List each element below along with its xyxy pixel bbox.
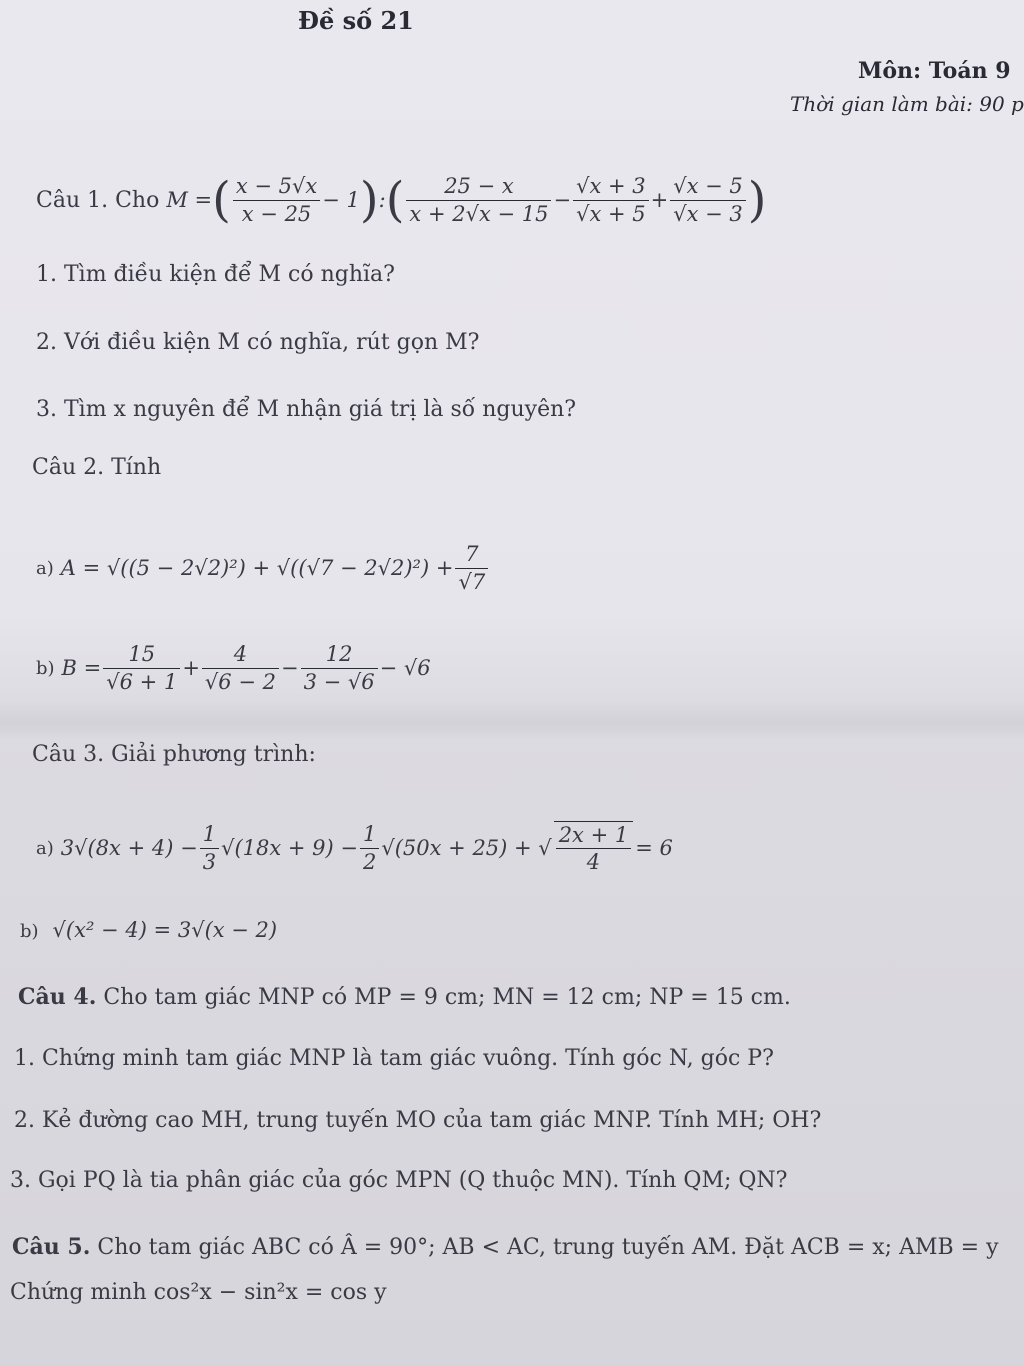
q1-item-2: 2. Với điều kiện M có nghĩa, rút gọn M? <box>36 330 480 355</box>
q1-open-paren-2: ( <box>385 172 405 228</box>
q2-b-frac3-num: 12 <box>301 641 378 668</box>
q3-a <box>36 808 673 888</box>
q3-a-frac3-num: 2x + 1 <box>556 822 632 849</box>
q1-frac3-num: √x + 3 <box>573 173 649 200</box>
q1-divide: : <box>378 188 386 212</box>
q5-label: Câu 5. <box>12 1234 91 1260</box>
q3-a-rhs: = 6 <box>635 836 673 860</box>
q3-a-frac1-num: 1 <box>200 821 219 848</box>
exam-title: Đề số 21 <box>298 6 414 35</box>
q1-frac1-num: x − 5√x <box>233 173 320 200</box>
q3-a-term3: √(50x + 25) + √ <box>381 836 552 860</box>
q2-b-lhs: B = <box>61 656 102 680</box>
q1-close-paren-2: ) <box>747 172 767 228</box>
q3-a-term1: 3√(8x + 4) − <box>60 836 198 860</box>
q3-a-frac2 <box>360 821 379 875</box>
q1-frac3 <box>573 173 649 227</box>
q1-minus: − <box>553 188 572 212</box>
q2-a-prefix: a) <box>36 557 54 579</box>
q3-b-expr: √(x² − 4) = 3√(x − 2) <box>52 918 278 942</box>
q2-b-prefix: b) <box>36 657 55 679</box>
q5-line2: Chứng minh cos²x − sin²x = cos y <box>10 1280 387 1305</box>
q2-b-frac2-den: √6 − 2 <box>204 669 276 694</box>
q2-a-frac-den: √7 <box>458 569 486 594</box>
q1-frac4-num: √x − 5 <box>670 173 746 200</box>
q2-b-plus: + <box>182 656 200 680</box>
q2-a <box>36 528 490 608</box>
q1-item-1: 1. Tìm điều kiện để M có nghĩa? <box>36 262 395 287</box>
q3-a-term2: √(18x + 9) − <box>221 836 358 860</box>
q4-intro: Cho tam giác MNP có MP = 9 cm; MN = 12 cm; NP = 15 cm. <box>103 985 791 1010</box>
q2-b <box>36 628 431 708</box>
q2-b-frac2 <box>202 641 279 695</box>
q3-a-frac3 <box>554 821 634 876</box>
q1-frac2-num: 25 − x <box>406 173 551 200</box>
q4-item-1: 1. Chứng minh tam giác MNP là tam giác vuông. Tính góc N, góc P? <box>14 1046 774 1071</box>
q2-b-frac1 <box>103 641 180 695</box>
q2-a-frac <box>455 541 488 595</box>
q3-a-frac2-num: 1 <box>360 821 379 848</box>
time-label: Thời gian làm bài: 90 p <box>790 92 1024 116</box>
q2-b-frac3 <box>301 641 378 695</box>
q1-statement <box>36 150 767 250</box>
q2-b-tail: − √6 <box>379 656 431 680</box>
q4-item-3: 3. Gọi PQ là tia phân giác của góc MPN (Q thuộc MN). Tính QM; QN? <box>10 1168 788 1193</box>
q1-open-paren: ( <box>212 172 231 228</box>
q1-frac1 <box>233 173 320 227</box>
q2-b-frac2-num: 4 <box>202 641 279 668</box>
q2-a-frac-num: 7 <box>455 541 488 568</box>
q1-frac4 <box>670 173 746 227</box>
subject-label: Môn: Toán 9 <box>858 58 1011 84</box>
q3-a-frac1 <box>200 821 219 875</box>
q4-statement <box>18 984 791 1010</box>
q2-label: Câu 2. Tính <box>32 455 162 480</box>
q2-b-minus: − <box>280 656 299 680</box>
q1-label: Câu 1. Cho <box>36 187 160 213</box>
q2-a-expr: A = √((5 − 2√2)²) + √((√7 − 2√2)²) + <box>60 556 454 580</box>
q3-label: Câu 3. Giải phương trình: <box>32 742 316 767</box>
q3-b <box>20 918 277 943</box>
q3-a-frac3-den: 4 <box>586 850 601 874</box>
q3-b-prefix: b) <box>20 921 39 942</box>
q2-b-frac3-den: 3 − √6 <box>303 669 375 694</box>
q1-frac4-den: √x − 3 <box>673 201 743 226</box>
q5-statement <box>12 1234 999 1260</box>
q2-b-frac1-num: 15 <box>103 641 180 668</box>
q3-a-frac2-den: 2 <box>362 849 377 874</box>
q5-line1: Cho tam giác ABC có Â = 90°; AB < AC, trung tuyến AM. Đặt ACB = x; AMB = y <box>97 1235 999 1260</box>
q3-a-frac1-den: 3 <box>202 849 217 874</box>
q4-item-2: 2. Kẻ đường cao MH, trung tuyến MO của tam giác MNP. Tính MH; OH? <box>14 1108 822 1133</box>
q2-b-frac1-den: √6 + 1 <box>106 669 178 694</box>
q1-frac2-den: x + 2√x − 15 <box>409 201 549 226</box>
q4-label: Câu 4. <box>18 984 97 1010</box>
q3-a-prefix: a) <box>36 837 54 859</box>
q1-minus-one: − 1 <box>322 188 360 212</box>
q1-m-equals: M = <box>166 188 213 212</box>
q1-item-3: 3. Tìm x nguyên để M nhận giá trị là số nguyên? <box>36 397 577 422</box>
q1-frac2 <box>406 173 551 227</box>
q1-plus: + <box>650 188 669 212</box>
q1-close-paren: ) <box>359 172 379 228</box>
q1-frac3-den: √x + 5 <box>576 201 646 226</box>
q1-frac1-den: x − 25 <box>241 201 312 226</box>
